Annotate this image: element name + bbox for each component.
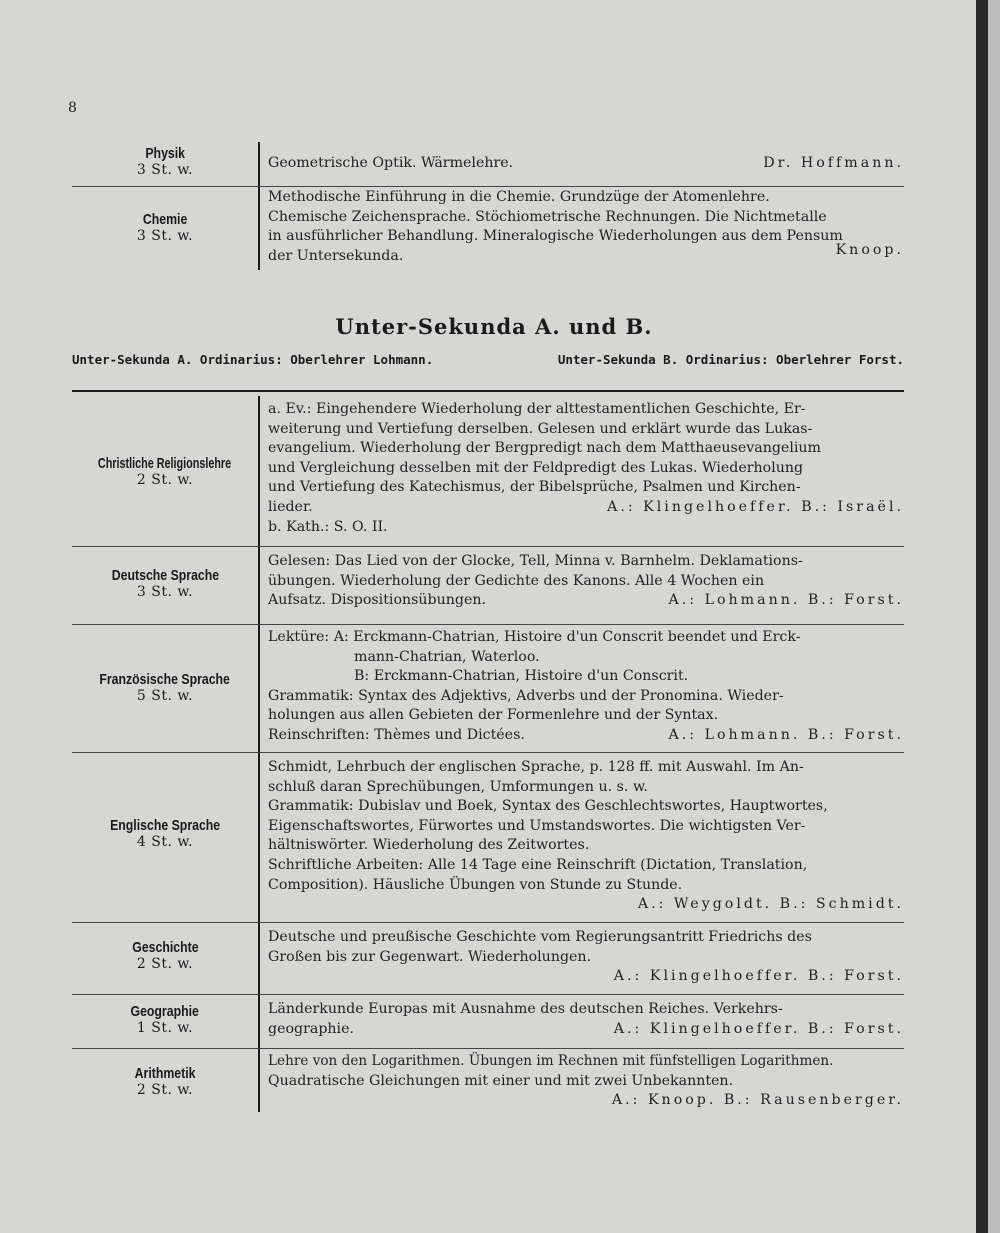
subject-content: [268, 1000, 904, 1039]
content-line: Deutsche und preußische Geschichte vom Regierungsantritt Friedrichs des: [268, 929, 812, 945]
page-number: 8: [68, 100, 77, 116]
content-line: Quadratische Gleichungen mit einer und mit zwei Unbekannten.: [268, 1072, 734, 1089]
content-line: Grammatik: Syntax des Adjektivs, Adverbs und der Pronomina. Wieder-: [268, 687, 784, 704]
teacher-names: A.: Klingelhoeffer. B.: Forst.: [613, 968, 904, 985]
subject-content: [268, 400, 904, 537]
subject-label: [72, 938, 258, 972]
subject-label: [72, 1002, 258, 1036]
subject-content: [268, 154, 904, 174]
content-line: Methodische Einführung in die Chemie. Grundzüge der Atomenlehre.: [268, 189, 770, 205]
ordinarius-line: [72, 352, 904, 367]
teacher-names: A.: Knoop. B.: Rausenberger.: [611, 1092, 904, 1109]
content-line: Lehre von den Logarithmen. Übungen im Rechnen mit fünfstelligen Logarithmen.: [268, 1053, 834, 1069]
content-line: holungen aus allen Gebieten der Formenlehre und der Syntax.: [268, 707, 719, 724]
subject-content: [268, 1052, 904, 1111]
curriculum-table: [72, 396, 904, 1112]
subject-hours: 2 St. w.: [136, 956, 194, 973]
subject-hours: 4 St. w.: [136, 834, 194, 851]
subject-hours: 3 St. w.: [136, 584, 194, 601]
row-divider: [72, 546, 904, 547]
row-divider: [72, 186, 904, 187]
content-line-last: [268, 1020, 904, 1040]
subject-label: [72, 210, 258, 244]
content-line: übungen. Wiederholung der Gedichte des Kanons. Alle 4 Wochen ein: [268, 572, 765, 589]
subject-label: [72, 454, 258, 488]
content-line: B: Erckmann-Chatrian, Histoire d'un Conscrit.: [354, 668, 689, 685]
content-line-last: [268, 726, 904, 746]
subject-hours: 1 St. w.: [136, 1020, 194, 1037]
content-line: a. Ev.: Eingehendere Wiederholung der alttestamentlichen Geschichte, Er-: [268, 401, 806, 417]
content-line-last: [268, 498, 904, 518]
row-divider: [72, 624, 904, 625]
subject-hours: 2 St. w.: [136, 472, 194, 489]
content-line: Großen bis zur Gegenwart. Wiederholungen.: [268, 948, 592, 965]
content-line: lieder.: [268, 498, 313, 515]
subject-content: [268, 188, 904, 266]
ordinarius-b: Unter-Sekunda B. Ordinarius: Oberlehrer Forst.: [557, 352, 904, 367]
row-divider: [72, 752, 904, 753]
subject-hours: 3 St. w.: [136, 228, 194, 245]
content-line: und Vertiefung des Katechismus, der Bibelsprüche, Psalmen und Kirchen-: [268, 479, 801, 496]
content-line: mann-Chatrian, Waterloo.: [354, 648, 540, 665]
subject-name: Französische Sprache: [99, 671, 231, 688]
subject-name: Englische Sprache: [109, 817, 221, 834]
content-line: weiterung und Vertiefung derselben. Gelesen und erklärt wurde das Lukas-: [268, 420, 813, 437]
subject-row-physik: [72, 142, 904, 186]
subject-content: [268, 928, 904, 987]
subject-row-deutsch: [72, 548, 904, 624]
content-line: schluß daran Sprechübungen, Umformungen u. s. w.: [268, 778, 648, 795]
subject-label: [72, 670, 258, 704]
subject-name: Chemie: [142, 211, 188, 228]
subject-row-englisch: [72, 754, 904, 922]
subject-label: [72, 816, 258, 850]
subject-name: Geschichte: [131, 939, 199, 956]
subject-hours: 5 St. w.: [136, 688, 194, 705]
subject-hours: 2 St. w.: [136, 1082, 194, 1099]
subject-content: [268, 552, 904, 611]
subject-label: [72, 1064, 258, 1098]
top-section-table: [72, 142, 904, 270]
subject-hours: 3 St. w.: [136, 162, 194, 179]
content-line: b. Kath.: S. O. II.: [268, 518, 388, 535]
content-line-last: [268, 241, 904, 267]
subject-row-geographie: [72, 996, 904, 1048]
teacher-names: A.: Lohmann. B.: Forst.: [668, 592, 904, 609]
subject-row-franz: [72, 626, 904, 750]
content-line: geographie.: [268, 1020, 355, 1037]
subject-row-religion: [72, 396, 904, 546]
subject-name: Arithmetik: [134, 1065, 196, 1082]
row-divider: [72, 922, 904, 923]
ordinarius-a: Unter-Sekunda A. Ordinarius: Oberlehrer Lohmann.: [72, 352, 434, 367]
table-top-rule: [72, 390, 904, 392]
subject-name: Deutsche Sprache: [111, 567, 219, 584]
subject-row-chemie: [72, 188, 904, 270]
content-line: evangelium. Wiederholung der Bergpredigt nach dem Matthaeusevangelium: [268, 440, 821, 457]
content-line: Lektüre: A: Erckmann-Chatrian, Histoire d'un Conscrit beendet und Erck-: [268, 629, 801, 645]
content-line: Länderkunde Europas mit Ausnahme des deutschen Reiches. Verkehrs-: [268, 1001, 783, 1017]
content-line: Gelesen: Das Lied von der Glocke, Tell, Minna v. Barnhelm. Deklamations-: [268, 553, 803, 569]
subject-content: [268, 628, 904, 746]
content-line: Composition). Häusliche Übungen von Stunde zu Stunde.: [268, 876, 683, 893]
subject-content: [268, 758, 904, 915]
teacher-names: A.: Lohmann. B.: Forst.: [668, 726, 904, 743]
teacher-name: Knoop.: [835, 241, 904, 258]
content-line: der Untersekunda.: [268, 247, 404, 264]
teacher-names: A.: Weygoldt. B.: Schmidt.: [637, 896, 904, 913]
subject-name: Geographie: [130, 1003, 200, 1020]
content-line: Eigenschaftswortes, Fürwortes und Umstandswortes. Die wichtigsten Ver-: [268, 817, 806, 834]
content-line: in ausführlicher Behandlung. Mineralogische Wiederholungen aus dem Pensum: [268, 228, 843, 245]
subject-row-geschichte: [72, 924, 904, 994]
content-line: Chemische Zeichensprache. Stöchiometrische Rechnungen. Die Nichtmetalle: [268, 208, 827, 225]
content-line: Reinschriften: Thèmes und Dictées.: [268, 726, 525, 743]
content-line: hältniswörter. Wiederholung des Zeitwortes.: [268, 837, 590, 854]
teacher-names: A.: Klingelhoeffer. B.: Israël.: [607, 498, 904, 515]
teacher-names: A.: Klingelhoeffer. B.: Forst.: [613, 1020, 904, 1037]
section-title: Unter-Sekunda A. und B.: [335, 314, 653, 339]
subject-name: Christliche Religionslehre: [98, 455, 232, 472]
content-line-last: [268, 591, 904, 611]
subject-label: [72, 566, 258, 600]
row-divider: [72, 1048, 904, 1049]
content-line: und Vergleichung desselben mit der Feldpredigt des Lukas. Wiederholung: [268, 459, 804, 476]
content-line: Grammatik: Dubislav und Boek, Syntax des Geschlechtswortes, Hauptwortes,: [268, 798, 828, 815]
subject-row-arithmetik: [72, 1050, 904, 1112]
subject-name: Physik: [145, 145, 185, 162]
page-edge: [976, 0, 988, 1233]
subject-label: [72, 144, 258, 178]
row-divider: [72, 994, 904, 995]
content-line: Aufsatz. Dispositionsübungen.: [268, 592, 487, 609]
content-line: Geometrische Optik. Wärmelehre.: [268, 155, 514, 171]
content-line: Schmidt, Lehrbuch der englischen Sprache, p. 128 ff. mit Auswahl. Im An-: [268, 759, 804, 775]
content-line: Schriftliche Arbeiten: Alle 14 Tage eine Reinschrift (Dictation, Translation,: [268, 856, 808, 873]
teacher-name: Dr. Hoffmann.: [763, 155, 904, 171]
